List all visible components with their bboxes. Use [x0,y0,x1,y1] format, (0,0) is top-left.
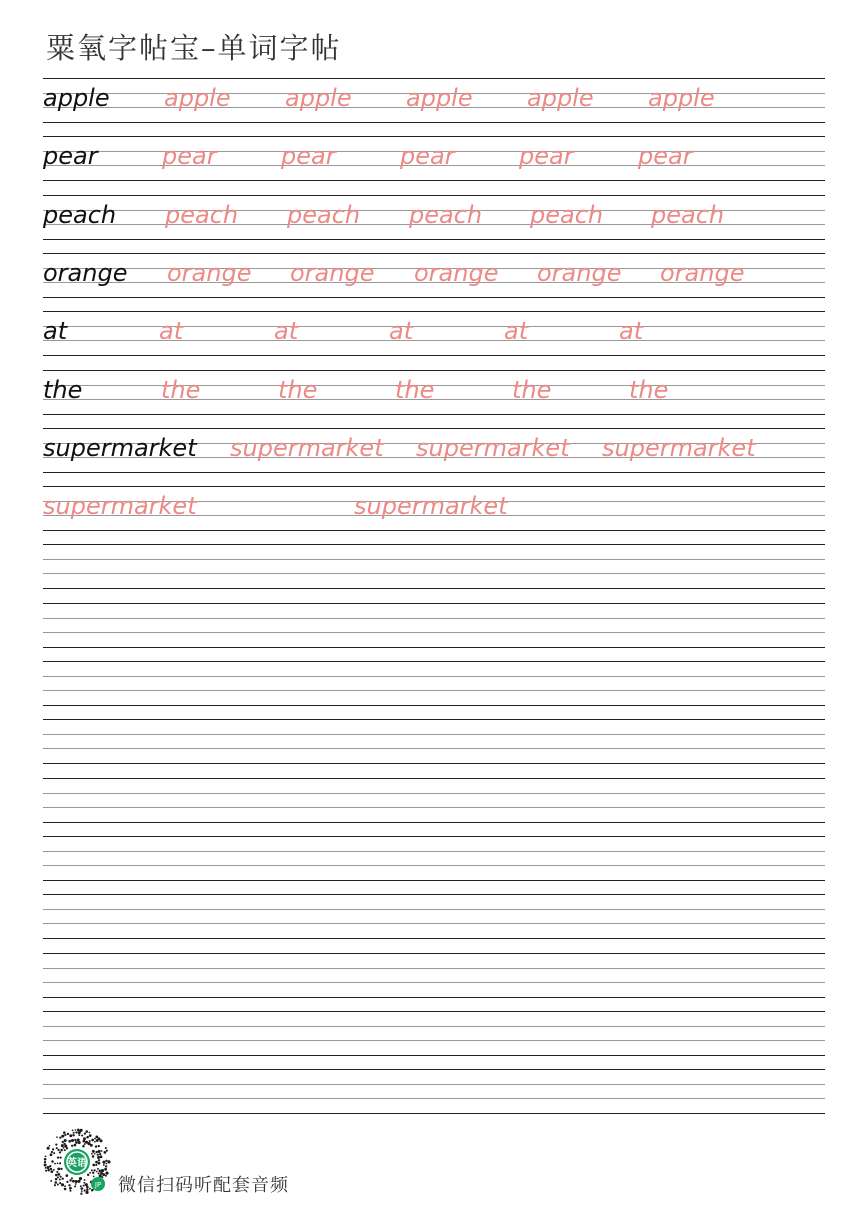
qr-dot [101,1176,103,1178]
guide-line-light [43,1098,825,1099]
guide-line-light [43,851,825,852]
qr-dot [59,1182,61,1184]
qr-dot [77,1139,80,1142]
qr-dot [104,1168,107,1171]
page-title: 粟氧字帖宝–单词字帖 [46,31,342,65]
qr-dot [69,1134,72,1137]
qr-dot [62,1178,64,1180]
qr-dot [65,1174,68,1177]
qr-dot [105,1175,107,1177]
qr-dot [77,1129,80,1132]
qr-dot [50,1180,52,1182]
guide-line-heavy [43,486,825,487]
guide-line-heavy [43,763,825,764]
model-word: apple [43,84,110,112]
qr-dot [97,1154,99,1156]
qr-dot [57,1163,59,1165]
trace-word: supermarket [230,434,384,462]
qr-dot [81,1134,83,1136]
guide-line-heavy [43,370,825,371]
guide-line-heavy [43,719,825,720]
guide-line-heavy [43,544,825,545]
qr-dot [46,1166,49,1169]
qr-dot [60,1149,63,1152]
guide-line-heavy [43,428,825,429]
qr-dot [72,1129,74,1131]
qr-dot [97,1168,99,1170]
qr-dot [98,1172,100,1174]
guide-line-heavy [43,588,825,589]
model-word: orange [43,259,128,287]
qr-dot [80,1185,82,1187]
practice-row [43,428,825,472]
qr-dot [54,1163,56,1165]
qr-dot [91,1153,93,1155]
qr-dot [64,1149,66,1151]
qr-dot [92,1164,95,1167]
qr-dot [95,1161,98,1164]
practice-row [43,136,825,180]
trace-word: peach [165,201,239,229]
qr-dot [82,1140,85,1143]
qr-dot [89,1172,91,1174]
guide-line-heavy [43,414,825,415]
guide-line-heavy [43,180,825,181]
trace-word: the [161,376,201,404]
qr-dot [105,1172,108,1175]
qr-dot [94,1138,96,1140]
qr-dot [100,1155,103,1158]
qr-dot [93,1169,95,1171]
qr-dot [69,1187,72,1190]
model-word: peach [43,201,117,229]
guide-line-heavy [43,705,825,706]
trace-word: orange [660,259,745,287]
qr-dot [60,1176,62,1178]
qr-dot [99,1174,102,1177]
blank-practice-row [43,778,825,822]
qr-dot [97,1156,100,1159]
qr-dot [75,1129,77,1131]
qr-dot [64,1145,67,1148]
guide-line-heavy [43,530,825,531]
blank-practice-row [43,894,825,938]
qr-dot [45,1167,47,1169]
qr-dot [47,1169,49,1171]
qr-dot [72,1180,75,1183]
qr-dot [80,1193,82,1195]
guide-line-heavy [43,78,825,79]
qr-dot [57,1173,60,1176]
qr-dot [61,1135,64,1138]
qr-dot [57,1183,59,1185]
qr-dot [55,1144,57,1146]
qr-dot [57,1149,59,1151]
qr-dot [56,1171,58,1173]
qr-dot [99,1170,102,1173]
qr-dot [98,1162,101,1165]
qr-dot [83,1182,85,1184]
qr-dot [63,1143,65,1145]
footer [42,1127,442,1199]
qr-dot [68,1184,70,1186]
qr-dot [66,1181,68,1183]
guide-line-light [43,923,825,924]
qr-dot [89,1132,91,1134]
guide-line-light [43,734,825,735]
qr-dot [47,1147,50,1150]
blank-practice-row [43,603,825,647]
qr-corner-label: JP [94,1181,102,1189]
qr-dot [45,1170,47,1172]
qr-dot [57,1157,59,1159]
model-word: at [43,317,68,345]
qr-dot [100,1139,103,1142]
guide-line-light [43,909,825,910]
qr-dot [95,1145,97,1147]
trace-word: peach [530,201,604,229]
qr-dot [81,1190,83,1192]
qr-dot [101,1169,104,1172]
qr-dot [44,1158,47,1161]
qr-dot [75,1131,77,1133]
qr-badge-label: 英语 [67,1158,87,1169]
trace-word: the [512,376,552,404]
qr-dot [93,1175,95,1177]
qr-dot [105,1147,107,1149]
qr-dot [102,1173,105,1176]
qr-dot [89,1140,91,1142]
practice-row [43,253,825,297]
qr-dot [94,1153,96,1155]
qr-dot [74,1139,76,1141]
qr-dot [59,1179,61,1181]
qr-dot [78,1134,80,1136]
qr-dot [44,1164,47,1167]
qr-dot [49,1165,51,1167]
qr-dot [69,1190,71,1192]
guide-line-light [43,632,825,633]
trace-word: the [629,376,669,404]
qr-dot [73,1132,75,1134]
guide-line-light [43,1084,825,1085]
qr-dot [74,1185,76,1187]
guide-line-heavy [43,1055,825,1056]
qr-dot [84,1189,86,1191]
qr-dot [59,1157,61,1159]
trace-word: at [274,317,299,345]
qr-dot [83,1137,86,1140]
qr-dot [86,1188,89,1191]
blank-practice-row [43,1011,825,1055]
qr-dot [96,1171,98,1173]
qr-dot [106,1150,108,1152]
qr-dot [87,1174,89,1176]
qr-dot [90,1144,93,1147]
qr-dot [49,1145,51,1147]
trace-word: orange [290,259,375,287]
model-word: supermarket [43,434,197,462]
qr-dot [105,1165,107,1167]
qr-dot [68,1140,71,1143]
guide-line-heavy [43,253,825,254]
qr-dot [105,1160,107,1162]
qr-dot [52,1148,54,1150]
qr-dot [51,1160,54,1163]
qr-dot [80,1187,83,1190]
guide-line-heavy [43,1011,825,1012]
trace-word: apple [406,84,473,112]
qr-dot [85,1191,88,1194]
qr-dot [59,1151,61,1153]
qr-dot [86,1136,89,1139]
qr-dot [107,1160,110,1163]
guide-line-heavy [43,997,825,998]
qr-dot [101,1150,103,1152]
qr-dot [69,1179,71,1181]
scan-instruction: 微信扫码听配套音频 [118,1175,289,1196]
qr-dot [80,1129,83,1132]
practice-row [43,486,825,530]
qr-dot [75,1180,78,1183]
qr-dot [53,1152,55,1154]
guide-line-light [43,690,825,691]
guide-line-light [43,618,825,619]
guide-line-light [43,676,825,677]
qr-dot [98,1145,100,1147]
practice-sheet [43,78,825,1115]
trace-word: supermarket [602,434,756,462]
blank-practice-row [43,1069,825,1113]
qr-dot [102,1161,105,1164]
trace-word: pear [400,142,455,170]
qr-dot [59,1162,61,1164]
qr-dot [72,1134,74,1136]
guide-line-heavy [43,297,825,298]
guide-line-light [43,968,825,969]
qr-dot [106,1163,108,1165]
trace-word: orange [537,259,622,287]
qr-dot [54,1184,56,1186]
qr-dot [64,1139,67,1142]
qr-dot [82,1145,85,1148]
qr-dot [95,1164,97,1166]
guide-line-light [43,748,825,749]
qr-dot [71,1177,73,1179]
guide-line-heavy [43,836,825,837]
qr-dot [55,1174,58,1177]
trace-word: apple [648,84,715,112]
qr-dot [98,1159,100,1161]
guide-line-heavy [43,647,825,648]
qr-dot [84,1179,86,1181]
qr-dot [83,1185,85,1187]
guide-line-light [43,1026,825,1027]
guide-line-light [43,793,825,794]
trace-word: peach [651,201,725,229]
qr-dot [78,1180,81,1183]
trace-word: the [395,376,435,404]
guide-line-light [43,807,825,808]
trace-word: peach [287,201,361,229]
guide-line-light [43,1040,825,1041]
qr-dot [78,1141,81,1144]
trace-word: pear [281,142,336,170]
trace-word: at [389,317,414,345]
guide-line-heavy [43,603,825,604]
qr-dot [74,1144,77,1147]
qr-dot [56,1136,58,1138]
model-word: the [43,376,83,404]
qr-dot [64,1134,66,1136]
practice-row [43,311,825,355]
qr-dot [64,1188,67,1191]
qr-dot [59,1136,61,1138]
qr-dot [91,1189,94,1192]
qr-dot [79,1177,82,1180]
qr-dot [95,1151,97,1153]
guide-line-heavy [43,122,825,123]
guide-line-heavy [43,938,825,939]
guide-line-heavy [43,1113,825,1114]
trace-word: apple [527,84,594,112]
blank-practice-row [43,953,825,997]
guide-line-heavy [43,778,825,779]
qr-dot [61,1183,64,1186]
guide-line-light [43,982,825,983]
qr-dot [53,1169,55,1171]
qr-dot [57,1176,59,1178]
qr-dot [63,1131,66,1134]
trace-word: orange [414,259,499,287]
qr-dot [71,1139,74,1142]
qr-dot [67,1133,69,1135]
qr-dot [94,1141,96,1143]
qr-dot [50,1168,52,1170]
qr-dot [95,1135,98,1138]
guide-line-heavy [43,472,825,473]
qr-dot [91,1139,94,1142]
qr-dot [56,1147,58,1149]
guide-line-light [43,559,825,560]
qr-dot [61,1144,64,1147]
qr-dot [50,1170,53,1173]
blank-practice-row [43,544,825,588]
qr-dot [75,1183,77,1185]
blank-practice-row [43,719,825,763]
trace-word: supermarket [354,492,508,520]
trace-word: supermarket [43,492,197,520]
practice-row [43,195,825,239]
qr-dot [84,1143,86,1145]
trace-word: at [159,317,184,345]
trace-word: at [619,317,644,345]
qr-dot [51,1151,53,1153]
qr-dot [92,1150,95,1153]
qr-dot [75,1141,78,1144]
qr-dot [104,1151,107,1154]
qr-dot [92,1155,95,1158]
qr-dot [54,1181,57,1184]
qr-code-icon[interactable] [42,1127,112,1197]
qr-dot [89,1188,91,1190]
blank-practice-row [43,836,825,880]
trace-word: pear [162,142,217,170]
guide-line-heavy [43,894,825,895]
qr-dot [55,1178,58,1181]
qr-dot [62,1141,64,1143]
trace-word: peach [409,201,483,229]
blank-practice-row [43,661,825,705]
trace-word: orange [167,259,252,287]
guide-line-heavy [43,136,825,137]
guide-line-heavy [43,355,825,356]
qr-dot [50,1153,53,1156]
trace-word: apple [164,84,231,112]
trace-word: supermarket [416,434,570,462]
qr-dot [99,1153,101,1155]
guide-line-heavy [43,239,825,240]
guide-line-light [43,573,825,574]
guide-line-heavy [43,880,825,881]
qr-dot [64,1185,66,1187]
qr-dot [98,1150,101,1153]
qr-dot [44,1161,46,1163]
model-word: pear [43,142,98,170]
practice-row [43,78,825,122]
guide-line-heavy [43,311,825,312]
trace-word: at [504,317,529,345]
trace-word: pear [638,142,693,170]
trace-word: the [278,376,318,404]
guide-line-heavy [43,195,825,196]
guide-line-heavy [43,822,825,823]
practice-row [43,370,825,414]
guide-line-light [43,865,825,866]
qr-dot [85,1130,88,1133]
qr-dot [92,1172,94,1174]
qr-dot [89,1134,92,1137]
guide-line-heavy [43,661,825,662]
qr-dot [84,1132,86,1134]
qr-dot [91,1169,93,1171]
qr-dot [71,1145,73,1147]
qr-dot [45,1156,47,1158]
qr-dot [57,1167,60,1170]
guide-line-heavy [43,953,825,954]
qr-dot [103,1164,105,1166]
trace-word: apple [285,84,352,112]
trace-word: pear [519,142,574,170]
qr-dot [86,1186,89,1189]
qr-dot [60,1168,62,1170]
guide-line-heavy [43,1069,825,1070]
qr-dot [63,1147,65,1149]
